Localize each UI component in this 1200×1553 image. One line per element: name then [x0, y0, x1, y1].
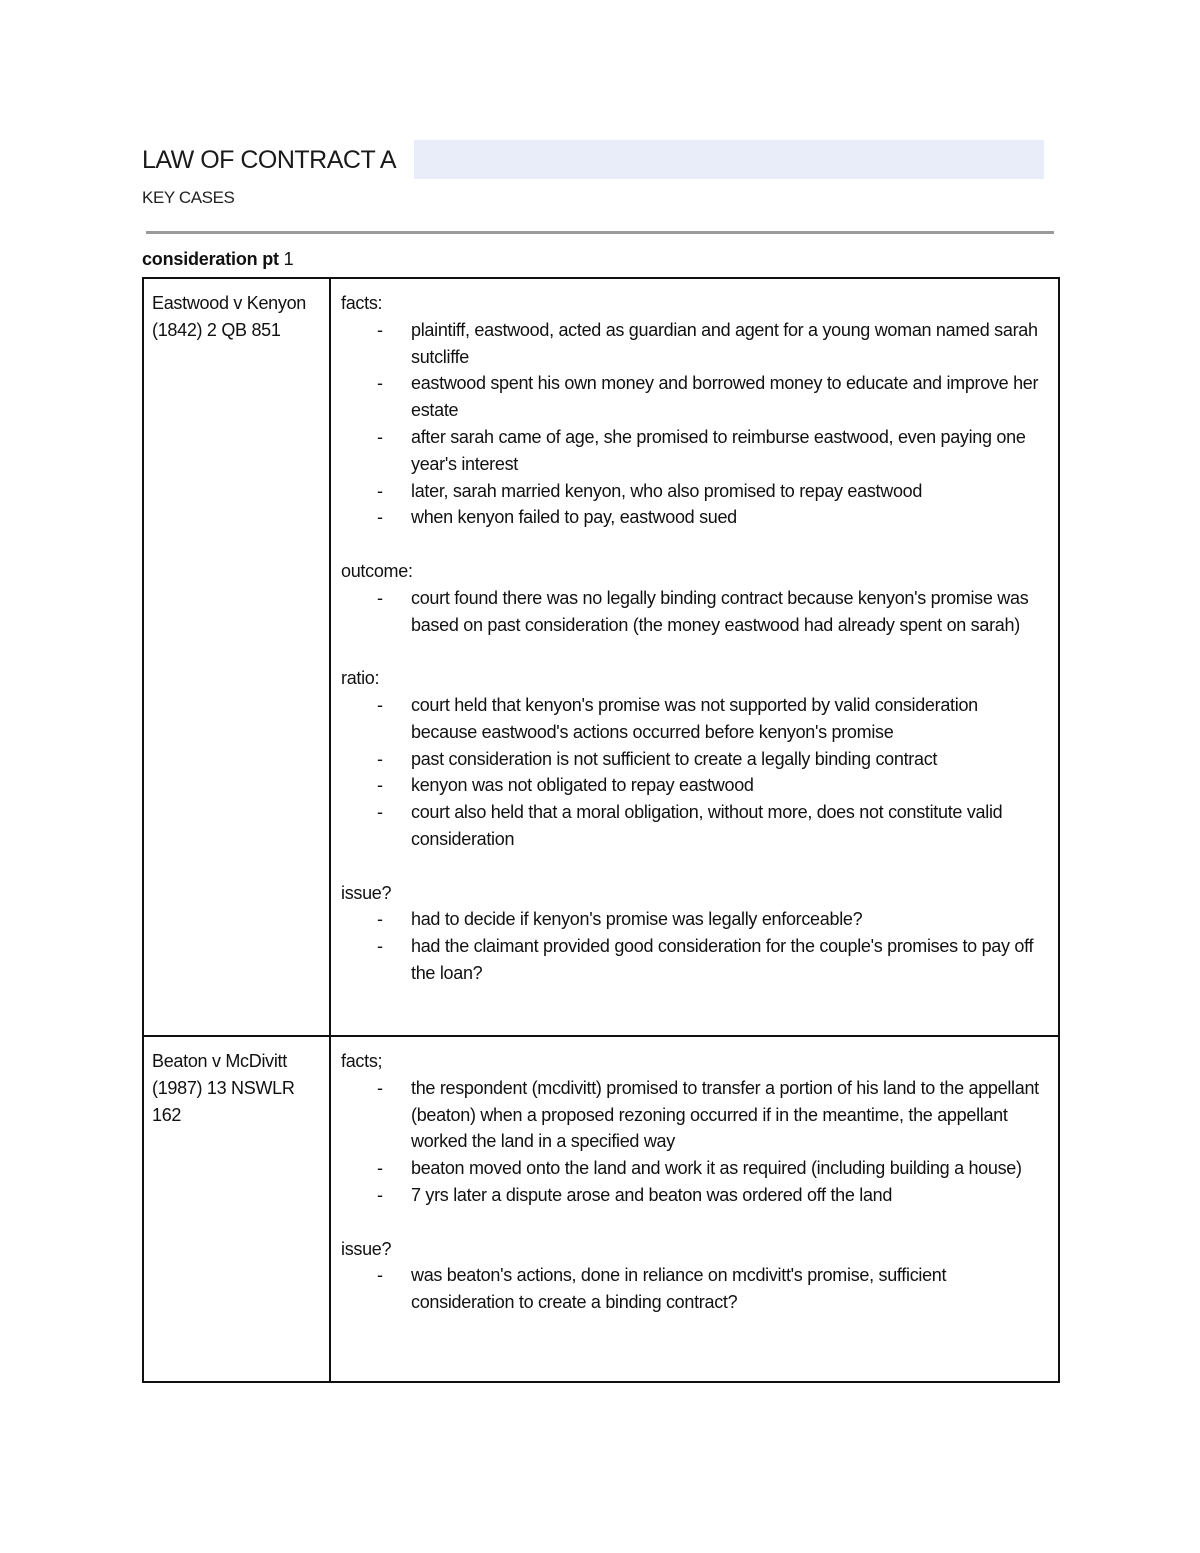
list-item: - court found there was no legally binding contract because kenyon's promise was based on past consideration (the money eastwood had already spent on sarah)	[341, 585, 1048, 639]
list-item: - kenyon was not obligated to repay eastwood	[341, 772, 1048, 799]
list-item: - when kenyon failed to pay, eastwood sued	[341, 504, 1048, 531]
case-details-cell	[330, 1036, 1059, 1382]
list-item: - was beaton's actions, done in reliance on mcdivitt's promise, sufficient consideration to create a binding contract?	[341, 1262, 1048, 1316]
list-item: - after sarah came of age, she promised to reimburse eastwood, even paying one year's interest	[341, 424, 1048, 478]
list-item: - had to decide if kenyon's promise was legally enforceable?	[341, 906, 1048, 933]
list-item: - beaton moved onto the land and work it as required (including building a house)	[341, 1155, 1048, 1182]
case-name-cell	[143, 1036, 330, 1382]
list-item: - eastwood spent his own money and borrowed money to educate and improve her estate	[341, 370, 1048, 424]
list-item: - court also held that a moral obligation, without more, does not constitute valid consideration	[341, 799, 1048, 853]
horizontal-rule	[146, 231, 1054, 234]
section-label-outcome: outcome:	[341, 560, 413, 581]
case-name: Beaton v McDivitt (1987) 13 NSWLR 162	[152, 1051, 295, 1125]
facts-list	[341, 317, 1048, 531]
title-highlight	[414, 140, 1044, 179]
list-item: - past consideration is not sufficient to create a legally binding contract	[341, 746, 1048, 773]
list-item: - later, sarah married kenyon, who also promised to repay eastwood	[341, 478, 1048, 505]
page-subtitle: KEY CASES	[142, 188, 235, 207]
section-label-issue: issue?	[341, 882, 392, 903]
page-title: LAW OF CONTRACT A	[142, 146, 397, 174]
case-details-cell	[330, 278, 1059, 1036]
case-name-cell	[143, 278, 330, 1036]
case-name: Eastwood v Kenyon (1842) 2 QB 851	[152, 293, 306, 340]
section-label-facts: facts:	[341, 293, 383, 313]
section-heading-number: 1	[283, 249, 294, 269]
list-item: - 7 yrs later a dispute arose and beaton was ordered off the land	[341, 1182, 1048, 1209]
ratio-list	[341, 692, 1048, 853]
section-label-issue: issue?	[341, 1238, 392, 1259]
section-label-ratio: ratio:	[341, 668, 380, 689]
section-label-facts: facts;	[341, 1051, 383, 1071]
section-heading-text: consideration pt	[142, 249, 279, 269]
case-row	[143, 1036, 1059, 1382]
list-item: - court held that kenyon's promise was not supported by valid consideration because eastwood's actions occurred before kenyon's promise	[341, 692, 1048, 746]
case-row	[143, 278, 1059, 1036]
list-item: - the respondent (mcdivitt) promised to transfer a portion of his land to the appellant (beaton) when a proposed rezoning occurred if in the meantime, the appellant worked the land in a specified way	[341, 1075, 1048, 1155]
outcome-list	[341, 585, 1048, 639]
issue-list	[341, 1262, 1048, 1316]
cases-table	[142, 277, 1060, 1383]
section-heading	[142, 249, 293, 270]
title-row	[142, 140, 1044, 180]
issue-list	[341, 906, 1048, 986]
list-item: - plaintiff, eastwood, acted as guardian and agent for a young woman named sarah sutcliffe	[341, 317, 1048, 371]
list-item: - had the claimant provided good consideration for the couple's promises to pay off the loan?	[341, 933, 1048, 987]
facts-list	[341, 1075, 1048, 1209]
